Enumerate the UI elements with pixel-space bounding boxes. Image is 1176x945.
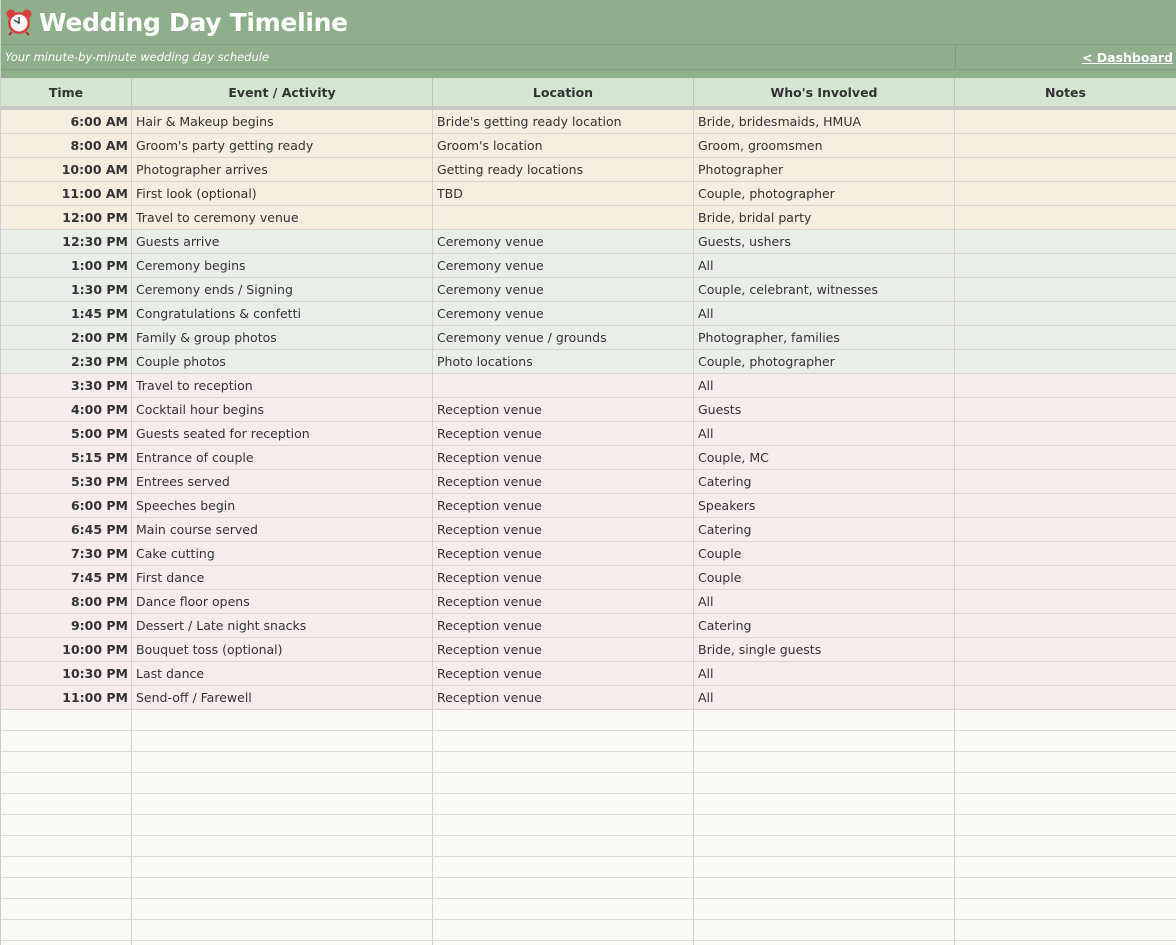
event-cell[interactable]: Dessert / Late night snacks (132, 614, 433, 637)
event-cell[interactable]: Speeches begin (132, 494, 433, 517)
table-row (1, 398, 1176, 422)
empty-table-row (1, 920, 1176, 941)
time-cell[interactable]: 11:00 AM (1, 182, 132, 205)
empty-location-cell[interactable] (433, 752, 694, 772)
empty-location-cell[interactable] (433, 815, 694, 835)
notes-cell[interactable] (955, 158, 1176, 181)
event-cell[interactable]: Bouquet toss (optional) (132, 638, 433, 661)
column-header-who[interactable]: Who's Involved (694, 78, 955, 106)
table-row (1, 638, 1176, 662)
empty-event-cell[interactable] (132, 773, 433, 793)
time-cell[interactable]: 6:00 AM (1, 110, 132, 133)
location-cell[interactable] (433, 206, 694, 229)
table-row (1, 302, 1176, 326)
empty-location-cell[interactable] (433, 836, 694, 856)
event-cell[interactable]: Cake cutting (132, 542, 433, 565)
time-cell[interactable]: 6:45 PM (1, 518, 132, 541)
empty-table-row (1, 941, 1176, 945)
location-cell[interactable]: TBD (433, 182, 694, 205)
time-cell[interactable]: 4:00 PM (1, 398, 132, 421)
table-row (1, 206, 1176, 230)
who-involved-cell[interactable]: Couple (694, 542, 955, 565)
location-cell[interactable]: Ceremony venue (433, 254, 694, 277)
empty-who-involved-cell[interactable] (694, 857, 955, 877)
event-cell[interactable]: First look (optional) (132, 182, 433, 205)
who-involved-cell[interactable]: All (694, 254, 955, 277)
who-involved-cell[interactable]: Speakers (694, 494, 955, 517)
timeline-table-body (1, 110, 1176, 945)
who-involved-cell[interactable]: Catering (694, 470, 955, 493)
empty-notes-cell[interactable] (955, 836, 1176, 856)
event-cell[interactable]: Family & group photos (132, 326, 433, 349)
table-row (1, 470, 1176, 494)
time-cell[interactable]: 1:30 PM (1, 278, 132, 301)
location-cell[interactable]: Reception venue (433, 590, 694, 613)
event-cell[interactable]: First dance (132, 566, 433, 589)
empty-table-row (1, 731, 1176, 752)
empty-location-cell[interactable] (433, 878, 694, 898)
notes-cell[interactable] (955, 470, 1176, 493)
table-row (1, 110, 1176, 134)
who-involved-cell[interactable]: Photographer, families (694, 326, 955, 349)
empty-time-cell[interactable] (1, 815, 132, 835)
table-row (1, 566, 1176, 590)
table-row (1, 350, 1176, 374)
event-cell[interactable]: Send-off / Farewell (132, 686, 433, 709)
notes-cell[interactable] (955, 518, 1176, 541)
who-involved-cell[interactable]: Bride, bridal party (694, 206, 955, 229)
location-cell[interactable]: Reception venue (433, 662, 694, 685)
empty-location-cell[interactable] (433, 899, 694, 919)
notes-cell[interactable] (955, 542, 1176, 565)
column-header-event[interactable]: Event / Activity (132, 78, 433, 106)
location-cell[interactable]: Reception venue (433, 614, 694, 637)
table-row (1, 278, 1176, 302)
time-cell[interactable]: 11:00 PM (1, 686, 132, 709)
table-row (1, 686, 1176, 710)
empty-event-cell[interactable] (132, 920, 433, 940)
location-cell[interactable] (433, 374, 694, 397)
event-cell[interactable]: Groom's party getting ready (132, 134, 433, 157)
event-cell[interactable]: Travel to reception (132, 374, 433, 397)
time-cell[interactable]: 5:15 PM (1, 446, 132, 469)
header-spacer (1, 70, 1176, 78)
empty-who-involved-cell[interactable] (694, 773, 955, 793)
empty-time-cell[interactable] (1, 857, 132, 877)
location-cell[interactable]: Ceremony venue (433, 278, 694, 301)
empty-who-involved-cell[interactable] (694, 899, 955, 919)
time-cell[interactable]: 7:30 PM (1, 542, 132, 565)
empty-time-cell[interactable] (1, 773, 132, 793)
empty-location-cell[interactable] (433, 731, 694, 751)
table-row (1, 254, 1176, 278)
who-involved-cell[interactable]: Couple (694, 566, 955, 589)
empty-notes-cell[interactable] (955, 920, 1176, 940)
table-row (1, 542, 1176, 566)
time-cell[interactable]: 5:00 PM (1, 422, 132, 445)
location-cell[interactable]: Reception venue (433, 470, 694, 493)
empty-time-cell[interactable] (1, 920, 132, 940)
who-involved-cell[interactable]: Photographer (694, 158, 955, 181)
notes-cell[interactable] (955, 206, 1176, 229)
title-bar (1, 0, 1176, 45)
empty-event-cell[interactable] (132, 836, 433, 856)
notes-cell[interactable] (955, 686, 1176, 709)
time-cell[interactable]: 12:00 PM (1, 206, 132, 229)
table-row (1, 374, 1176, 398)
empty-time-cell[interactable] (1, 710, 132, 730)
time-cell[interactable]: 2:30 PM (1, 350, 132, 373)
notes-cell[interactable] (955, 350, 1176, 373)
empty-notes-cell[interactable] (955, 941, 1176, 945)
time-cell[interactable]: 12:30 PM (1, 230, 132, 253)
notes-cell[interactable] (955, 638, 1176, 661)
empty-event-cell[interactable] (132, 941, 433, 945)
notes-cell[interactable] (955, 662, 1176, 685)
table-row (1, 590, 1176, 614)
time-cell[interactable]: 3:30 PM (1, 374, 132, 397)
who-involved-cell[interactable]: Couple, photographer (694, 350, 955, 373)
table-row (1, 230, 1176, 254)
time-cell[interactable]: 5:30 PM (1, 470, 132, 493)
page-subtitle: Your minute-by-minute wedding day schedule (5, 50, 270, 64)
empty-time-cell[interactable] (1, 878, 132, 898)
location-cell[interactable]: Ceremony venue (433, 302, 694, 325)
empty-location-cell[interactable] (433, 794, 694, 814)
event-cell[interactable]: Guests arrive (132, 230, 433, 253)
column-header-row (1, 78, 1176, 106)
event-cell[interactable]: Main course served (132, 518, 433, 541)
time-cell[interactable]: 9:00 PM (1, 614, 132, 637)
column-header-notes[interactable]: Notes (955, 78, 1176, 106)
who-involved-cell[interactable]: Guests, ushers (694, 230, 955, 253)
empty-table-row (1, 815, 1176, 836)
empty-event-cell[interactable] (132, 710, 433, 730)
notes-cell[interactable] (955, 278, 1176, 301)
empty-who-involved-cell[interactable] (694, 752, 955, 772)
empty-time-cell[interactable] (1, 752, 132, 772)
notes-cell[interactable] (955, 590, 1176, 613)
empty-time-cell[interactable] (1, 794, 132, 814)
empty-event-cell[interactable] (132, 815, 433, 835)
empty-location-cell[interactable] (433, 941, 694, 945)
event-cell[interactable]: Couple photos (132, 350, 433, 373)
event-cell[interactable]: Ceremony ends / Signing (132, 278, 433, 301)
time-cell[interactable]: 10:00 PM (1, 638, 132, 661)
empty-event-cell[interactable] (132, 752, 433, 772)
who-involved-cell[interactable]: Catering (694, 614, 955, 637)
empty-notes-cell[interactable] (955, 773, 1176, 793)
event-cell[interactable]: Photographer arrives (132, 158, 433, 181)
who-involved-cell[interactable]: Bride, bridesmaids, HMUA (694, 110, 955, 133)
empty-notes-cell[interactable] (955, 752, 1176, 772)
time-cell[interactable]: 1:45 PM (1, 302, 132, 325)
who-involved-cell[interactable]: Catering (694, 518, 955, 541)
empty-event-cell[interactable] (132, 731, 433, 751)
event-cell[interactable]: Last dance (132, 662, 433, 685)
location-cell[interactable]: Reception venue (433, 686, 694, 709)
location-cell[interactable]: Photo locations (433, 350, 694, 373)
empty-time-cell[interactable] (1, 941, 132, 945)
column-header-location[interactable]: Location (433, 78, 694, 106)
table-row (1, 326, 1176, 350)
table-row (1, 422, 1176, 446)
empty-table-row (1, 710, 1176, 731)
notes-cell[interactable] (955, 254, 1176, 277)
empty-notes-cell[interactable] (955, 815, 1176, 835)
who-involved-cell[interactable]: Couple, celebrant, witnesses (694, 278, 955, 301)
table-row (1, 662, 1176, 686)
location-cell[interactable]: Groom's location (433, 134, 694, 157)
event-cell[interactable]: Travel to ceremony venue (132, 206, 433, 229)
empty-who-involved-cell[interactable] (694, 815, 955, 835)
notes-cell[interactable] (955, 134, 1176, 157)
location-cell[interactable]: Reception venue (433, 518, 694, 541)
notes-cell[interactable] (955, 494, 1176, 517)
empty-notes-cell[interactable] (955, 899, 1176, 919)
table-row (1, 494, 1176, 518)
event-cell[interactable]: Congratulations & confetti (132, 302, 433, 325)
empty-who-involved-cell[interactable] (694, 794, 955, 814)
location-cell[interactable]: Reception venue (433, 494, 694, 517)
time-cell[interactable]: 2:00 PM (1, 326, 132, 349)
column-header-time[interactable]: Time (1, 78, 132, 106)
who-involved-cell[interactable]: Bride, single guests (694, 638, 955, 661)
notes-cell[interactable] (955, 110, 1176, 133)
event-cell[interactable]: Ceremony begins (132, 254, 433, 277)
who-involved-cell[interactable]: All (694, 686, 955, 709)
notes-cell[interactable] (955, 398, 1176, 421)
who-involved-cell[interactable]: Groom, groomsmen (694, 134, 955, 157)
empty-who-involved-cell[interactable] (694, 941, 955, 945)
dashboard-link[interactable]: < Dashboard (1081, 50, 1173, 65)
location-cell[interactable]: Reception venue (433, 422, 694, 445)
notes-cell[interactable] (955, 422, 1176, 445)
time-cell[interactable]: 7:45 PM (1, 566, 132, 589)
empty-time-cell[interactable] (1, 899, 132, 919)
empty-who-involved-cell[interactable] (694, 710, 955, 730)
empty-location-cell[interactable] (433, 920, 694, 940)
empty-notes-cell[interactable] (955, 857, 1176, 877)
who-involved-cell[interactable]: All (694, 302, 955, 325)
who-involved-cell[interactable]: Guests (694, 398, 955, 421)
who-involved-cell[interactable]: All (694, 374, 955, 397)
empty-table-row (1, 857, 1176, 878)
empty-location-cell[interactable] (433, 710, 694, 730)
time-cell[interactable]: 8:00 AM (1, 134, 132, 157)
notes-cell[interactable] (955, 446, 1176, 469)
notes-cell[interactable] (955, 326, 1176, 349)
table-row (1, 446, 1176, 470)
event-cell[interactable]: Entrance of couple (132, 446, 433, 469)
empty-notes-cell[interactable] (955, 731, 1176, 751)
empty-table-row (1, 878, 1176, 899)
who-involved-cell[interactable]: All (694, 422, 955, 445)
location-cell[interactable]: Reception venue (433, 638, 694, 661)
who-involved-cell[interactable]: Couple, photographer (694, 182, 955, 205)
empty-event-cell[interactable] (132, 878, 433, 898)
location-cell[interactable]: Reception venue (433, 398, 694, 421)
empty-event-cell[interactable] (132, 899, 433, 919)
empty-who-involved-cell[interactable] (694, 836, 955, 856)
empty-who-involved-cell[interactable] (694, 878, 955, 898)
empty-event-cell[interactable] (132, 857, 433, 877)
location-cell[interactable]: Getting ready locations (433, 158, 694, 181)
table-row (1, 518, 1176, 542)
alarm-clock-icon (5, 8, 33, 36)
who-involved-cell[interactable]: Couple, MC (694, 446, 955, 469)
time-cell[interactable]: 6:00 PM (1, 494, 132, 517)
empty-notes-cell[interactable] (955, 794, 1176, 814)
empty-who-involved-cell[interactable] (694, 731, 955, 751)
page-title: Wedding Day Timeline (39, 7, 348, 37)
location-cell[interactable]: Reception venue (433, 446, 694, 469)
location-cell[interactable]: Ceremony venue / grounds (433, 326, 694, 349)
table-row (1, 158, 1176, 182)
empty-who-involved-cell[interactable] (694, 920, 955, 940)
table-row (1, 134, 1176, 158)
event-cell[interactable]: Dance floor opens (132, 590, 433, 613)
notes-cell[interactable] (955, 302, 1176, 325)
empty-table-row (1, 752, 1176, 773)
time-cell[interactable]: 8:00 PM (1, 590, 132, 613)
table-row (1, 182, 1176, 206)
notes-cell[interactable] (955, 182, 1176, 205)
who-involved-cell[interactable]: All (694, 662, 955, 685)
location-cell[interactable]: Ceremony venue (433, 230, 694, 253)
location-cell[interactable]: Reception venue (433, 542, 694, 565)
who-involved-cell[interactable]: All (694, 590, 955, 613)
event-cell[interactable]: Guests seated for reception (132, 422, 433, 445)
event-cell[interactable]: Hair & Makeup begins (132, 110, 433, 133)
notes-cell[interactable] (955, 374, 1176, 397)
empty-time-cell[interactable] (1, 836, 132, 856)
time-cell[interactable]: 10:30 PM (1, 662, 132, 685)
notes-cell[interactable] (955, 230, 1176, 253)
empty-notes-cell[interactable] (955, 878, 1176, 898)
empty-table-row (1, 836, 1176, 857)
event-cell[interactable]: Entrees served (132, 470, 433, 493)
empty-location-cell[interactable] (433, 773, 694, 793)
empty-table-row (1, 773, 1176, 794)
subtitle-bar (1, 45, 1176, 70)
empty-event-cell[interactable] (132, 794, 433, 814)
empty-time-cell[interactable] (1, 731, 132, 751)
cell-divider (955, 45, 956, 70)
empty-notes-cell[interactable] (955, 710, 1176, 730)
table-row (1, 614, 1176, 638)
location-cell[interactable]: Reception venue (433, 566, 694, 589)
notes-cell[interactable] (955, 566, 1176, 589)
time-cell[interactable]: 1:00 PM (1, 254, 132, 277)
notes-cell[interactable] (955, 614, 1176, 637)
empty-location-cell[interactable] (433, 857, 694, 877)
empty-table-row (1, 794, 1176, 815)
time-cell[interactable]: 10:00 AM (1, 158, 132, 181)
event-cell[interactable]: Cocktail hour begins (132, 398, 433, 421)
location-cell[interactable]: Bride's getting ready location (433, 110, 694, 133)
empty-table-row (1, 899, 1176, 920)
